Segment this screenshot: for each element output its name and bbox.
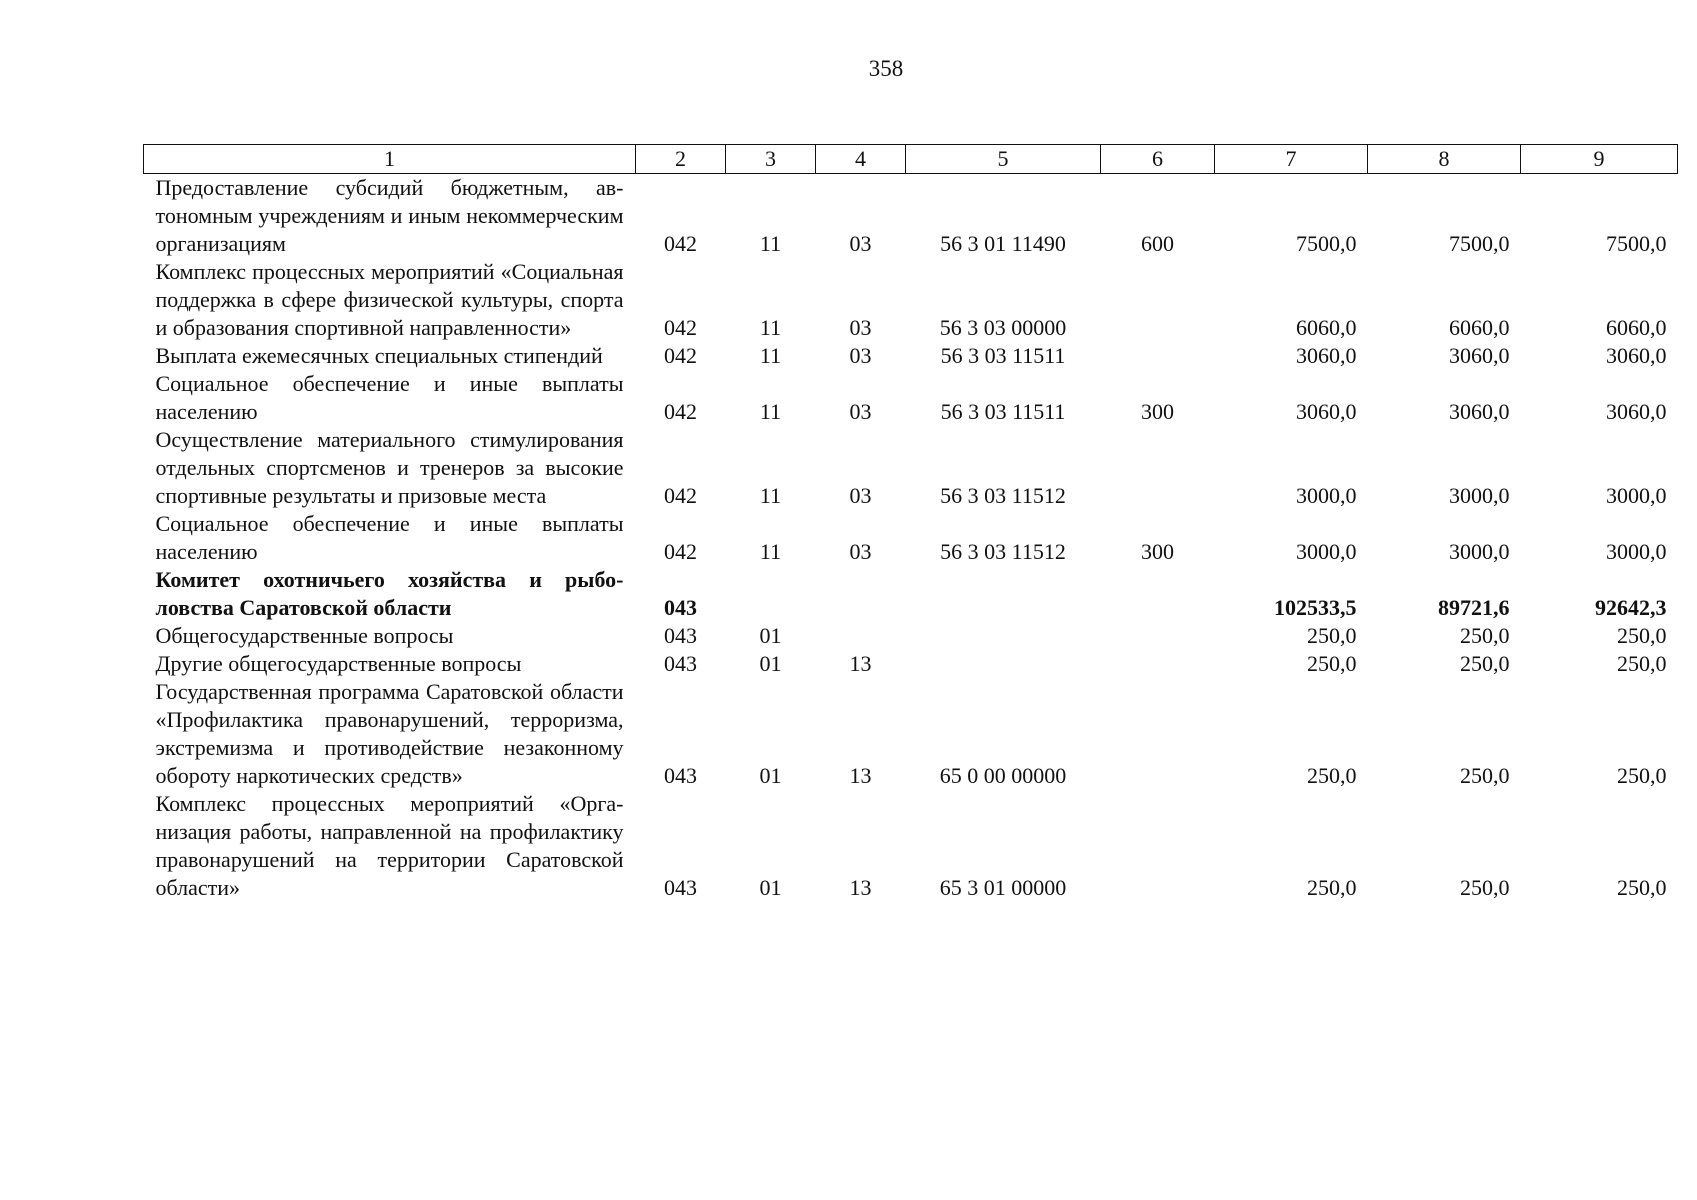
- table-row: [144, 342, 1678, 370]
- row-target-article: [906, 622, 1101, 650]
- row-subsection-code: 03: [849, 315, 872, 340]
- row-subsection-code: 13: [849, 763, 872, 788]
- row-gr-code: 042: [664, 399, 697, 424]
- row-target-article: 56 3 03 00000: [939, 315, 1067, 340]
- row-subsection-code: 03: [849, 231, 872, 256]
- table-row: [144, 566, 1678, 622]
- row-amount-year-2: 250,0: [1460, 875, 1510, 900]
- row-gr-code: 042: [664, 315, 697, 340]
- row-amount-year-1: 3060,0: [1296, 343, 1357, 368]
- row-gr-code: 043: [664, 623, 697, 648]
- row-amount-year-2: 3000,0: [1449, 483, 1510, 508]
- row-amount-year-1: 7500,0: [1296, 231, 1357, 256]
- row-name: Другие общегосударственные вопросы: [155, 651, 522, 676]
- row-section-code: 11: [759, 315, 782, 340]
- row-gr-code: 043: [664, 875, 697, 900]
- row-expense-type: [1101, 678, 1215, 790]
- row-amount-year-1: 250,0: [1307, 763, 1357, 788]
- page-number: 358: [868, 56, 904, 81]
- row-amount-year-3: 250,0: [1617, 875, 1667, 900]
- row-section-code: 01: [759, 763, 782, 788]
- row-subsection-code: 03: [849, 483, 872, 508]
- row-amount-year-2: 3060,0: [1449, 343, 1510, 368]
- row-amount-year-1: 102533,5: [1274, 595, 1357, 620]
- row-section-code: [726, 566, 816, 622]
- table-row: [144, 258, 1678, 342]
- row-target-article: 56 3 03 11512: [940, 483, 1066, 508]
- header-col-2: 2: [636, 145, 726, 174]
- row-subsection-code: 03: [849, 343, 872, 368]
- row-expense-type: [1101, 426, 1215, 510]
- row-amount-year-2: 89721,6: [1438, 595, 1510, 620]
- row-section-code: 11: [759, 399, 782, 424]
- row-gr-code: 043: [664, 651, 697, 676]
- row-amount-year-1: 3000,0: [1296, 483, 1357, 508]
- row-amount-year-3: 92642,3: [1595, 595, 1667, 620]
- row-name: Выплата ежемесячных специальных стипендий: [155, 343, 603, 368]
- row-amount-year-1: 3060,0: [1296, 399, 1357, 424]
- row-subsection-code: [816, 566, 906, 622]
- row-expense-type: [1101, 650, 1215, 678]
- row-name: Комитет охотничьего хозяйства и рыболовства Саратовской области: [155, 567, 624, 620]
- row-expense-type: 300: [1141, 399, 1174, 424]
- table-row: [144, 426, 1678, 510]
- table-row: [144, 622, 1678, 650]
- table-header-row: [144, 145, 1678, 174]
- row-section-code: 11: [759, 231, 782, 256]
- table-row: [144, 650, 1678, 678]
- row-amount-year-2: 250,0: [1460, 623, 1510, 648]
- row-amount-year-3: 7500,0: [1606, 231, 1667, 256]
- row-amount-year-1: 6060,0: [1296, 315, 1357, 340]
- row-amount-year-2: 250,0: [1460, 651, 1510, 676]
- row-subsection-code: [816, 622, 906, 650]
- header-col-9: 9: [1521, 145, 1678, 174]
- row-amount-year-3: 3000,0: [1606, 539, 1667, 564]
- header-col-6: 6: [1101, 145, 1215, 174]
- row-section-code: 11: [759, 483, 782, 508]
- row-target-article: 56 3 03 11511: [940, 343, 1066, 368]
- header-col-1: 1: [144, 145, 636, 174]
- row-name: Комплекс процессных мероприятий «Социальная поддержка в сфере физической культуры, спорта и образования спортивной направленности»: [155, 259, 624, 340]
- row-amount-year-1: 250,0: [1307, 623, 1357, 648]
- row-subsection-code: 13: [849, 651, 872, 676]
- row-amount-year-1: 250,0: [1307, 875, 1357, 900]
- row-name: Государственная программа Саратовской области «Профилактика правонарушений, терроризма, экстремизма и противодействие незаконному обороту наркотических средств»: [155, 679, 624, 788]
- row-expense-type: [1101, 342, 1215, 370]
- row-section-code: 01: [759, 623, 782, 648]
- row-target-article: 65 3 01 00000: [939, 875, 1067, 900]
- row-gr-code: 042: [664, 539, 697, 564]
- row-amount-year-3: 3000,0: [1606, 483, 1667, 508]
- row-target-article: 56 3 03 11512: [940, 539, 1066, 564]
- row-amount-year-2: 250,0: [1460, 763, 1510, 788]
- row-gr-code: 042: [664, 483, 697, 508]
- header-col-3: 3: [726, 145, 816, 174]
- row-expense-type: [1101, 790, 1215, 902]
- row-target-article: [906, 566, 1101, 622]
- row-subsection-code: 13: [849, 875, 872, 900]
- row-amount-year-1: 250,0: [1307, 651, 1357, 676]
- row-amount-year-3: 250,0: [1617, 763, 1667, 788]
- row-target-article: 56 3 01 11490: [940, 231, 1066, 256]
- row-name: Социальное обеспечение и иные выплаты населению: [155, 371, 624, 424]
- row-amount-year-2: 3060,0: [1449, 399, 1510, 424]
- row-amount-year-3: 250,0: [1617, 623, 1667, 648]
- row-expense-type: [1101, 258, 1215, 342]
- row-name: Осуществление материального стимулирования отдельных спортсменов и тренеров за высокие спортивные результаты и призовые места: [155, 427, 624, 508]
- row-target-article: [906, 650, 1101, 678]
- row-expense-type: 300: [1141, 539, 1174, 564]
- row-name: Комплекс процессных мероприятий «Организация работы, направленной на профилактику правонарушений на территории Саратовской области»: [155, 791, 624, 900]
- header-col-5: 5: [906, 145, 1101, 174]
- row-target-article: 56 3 03 11511: [940, 399, 1066, 424]
- table-row: [144, 678, 1678, 790]
- row-expense-type: 600: [1141, 231, 1174, 256]
- row-amount-year-2: 3000,0: [1449, 539, 1510, 564]
- header-col-4: 4: [816, 145, 906, 174]
- row-name: Общегосударственные вопросы: [155, 623, 454, 648]
- table-row: [144, 370, 1678, 426]
- header-col-7: 7: [1215, 145, 1368, 174]
- header-col-8: 8: [1368, 145, 1521, 174]
- row-amount-year-3: 3060,0: [1606, 399, 1667, 424]
- row-amount-year-3: 250,0: [1617, 651, 1667, 676]
- row-section-code: 01: [759, 651, 782, 676]
- row-amount-year-2: 6060,0: [1449, 315, 1510, 340]
- row-section-code: 01: [759, 875, 782, 900]
- row-amount-year-3: 6060,0: [1606, 315, 1667, 340]
- table-row: [144, 510, 1678, 566]
- row-expense-type: [1101, 622, 1215, 650]
- row-gr-code: 043: [664, 763, 697, 788]
- row-name: Социальное обеспечение и иные выплаты населению: [155, 511, 624, 564]
- row-expense-type: [1101, 566, 1215, 622]
- row-gr-code: 042: [664, 343, 697, 368]
- row-gr-code: 042: [664, 231, 697, 256]
- row-amount-year-2: 7500,0: [1449, 231, 1510, 256]
- row-subsection-code: 03: [849, 539, 872, 564]
- row-amount-year-1: 3000,0: [1296, 539, 1357, 564]
- row-section-code: 11: [759, 539, 782, 564]
- row-section-code: 11: [759, 343, 782, 368]
- row-name: Предоставление субсидий бюджетным, автономным учреждениям и иным некоммерческим организациям: [155, 175, 624, 256]
- row-target-article: 65 0 00 00000: [939, 763, 1067, 788]
- table-row: [144, 790, 1678, 902]
- row-gr-code: 043: [664, 595, 697, 620]
- row-amount-year-3: 3060,0: [1606, 343, 1667, 368]
- table-row: [144, 174, 1678, 259]
- budget-table: [143, 144, 1678, 902]
- row-subsection-code: 03: [849, 399, 872, 424]
